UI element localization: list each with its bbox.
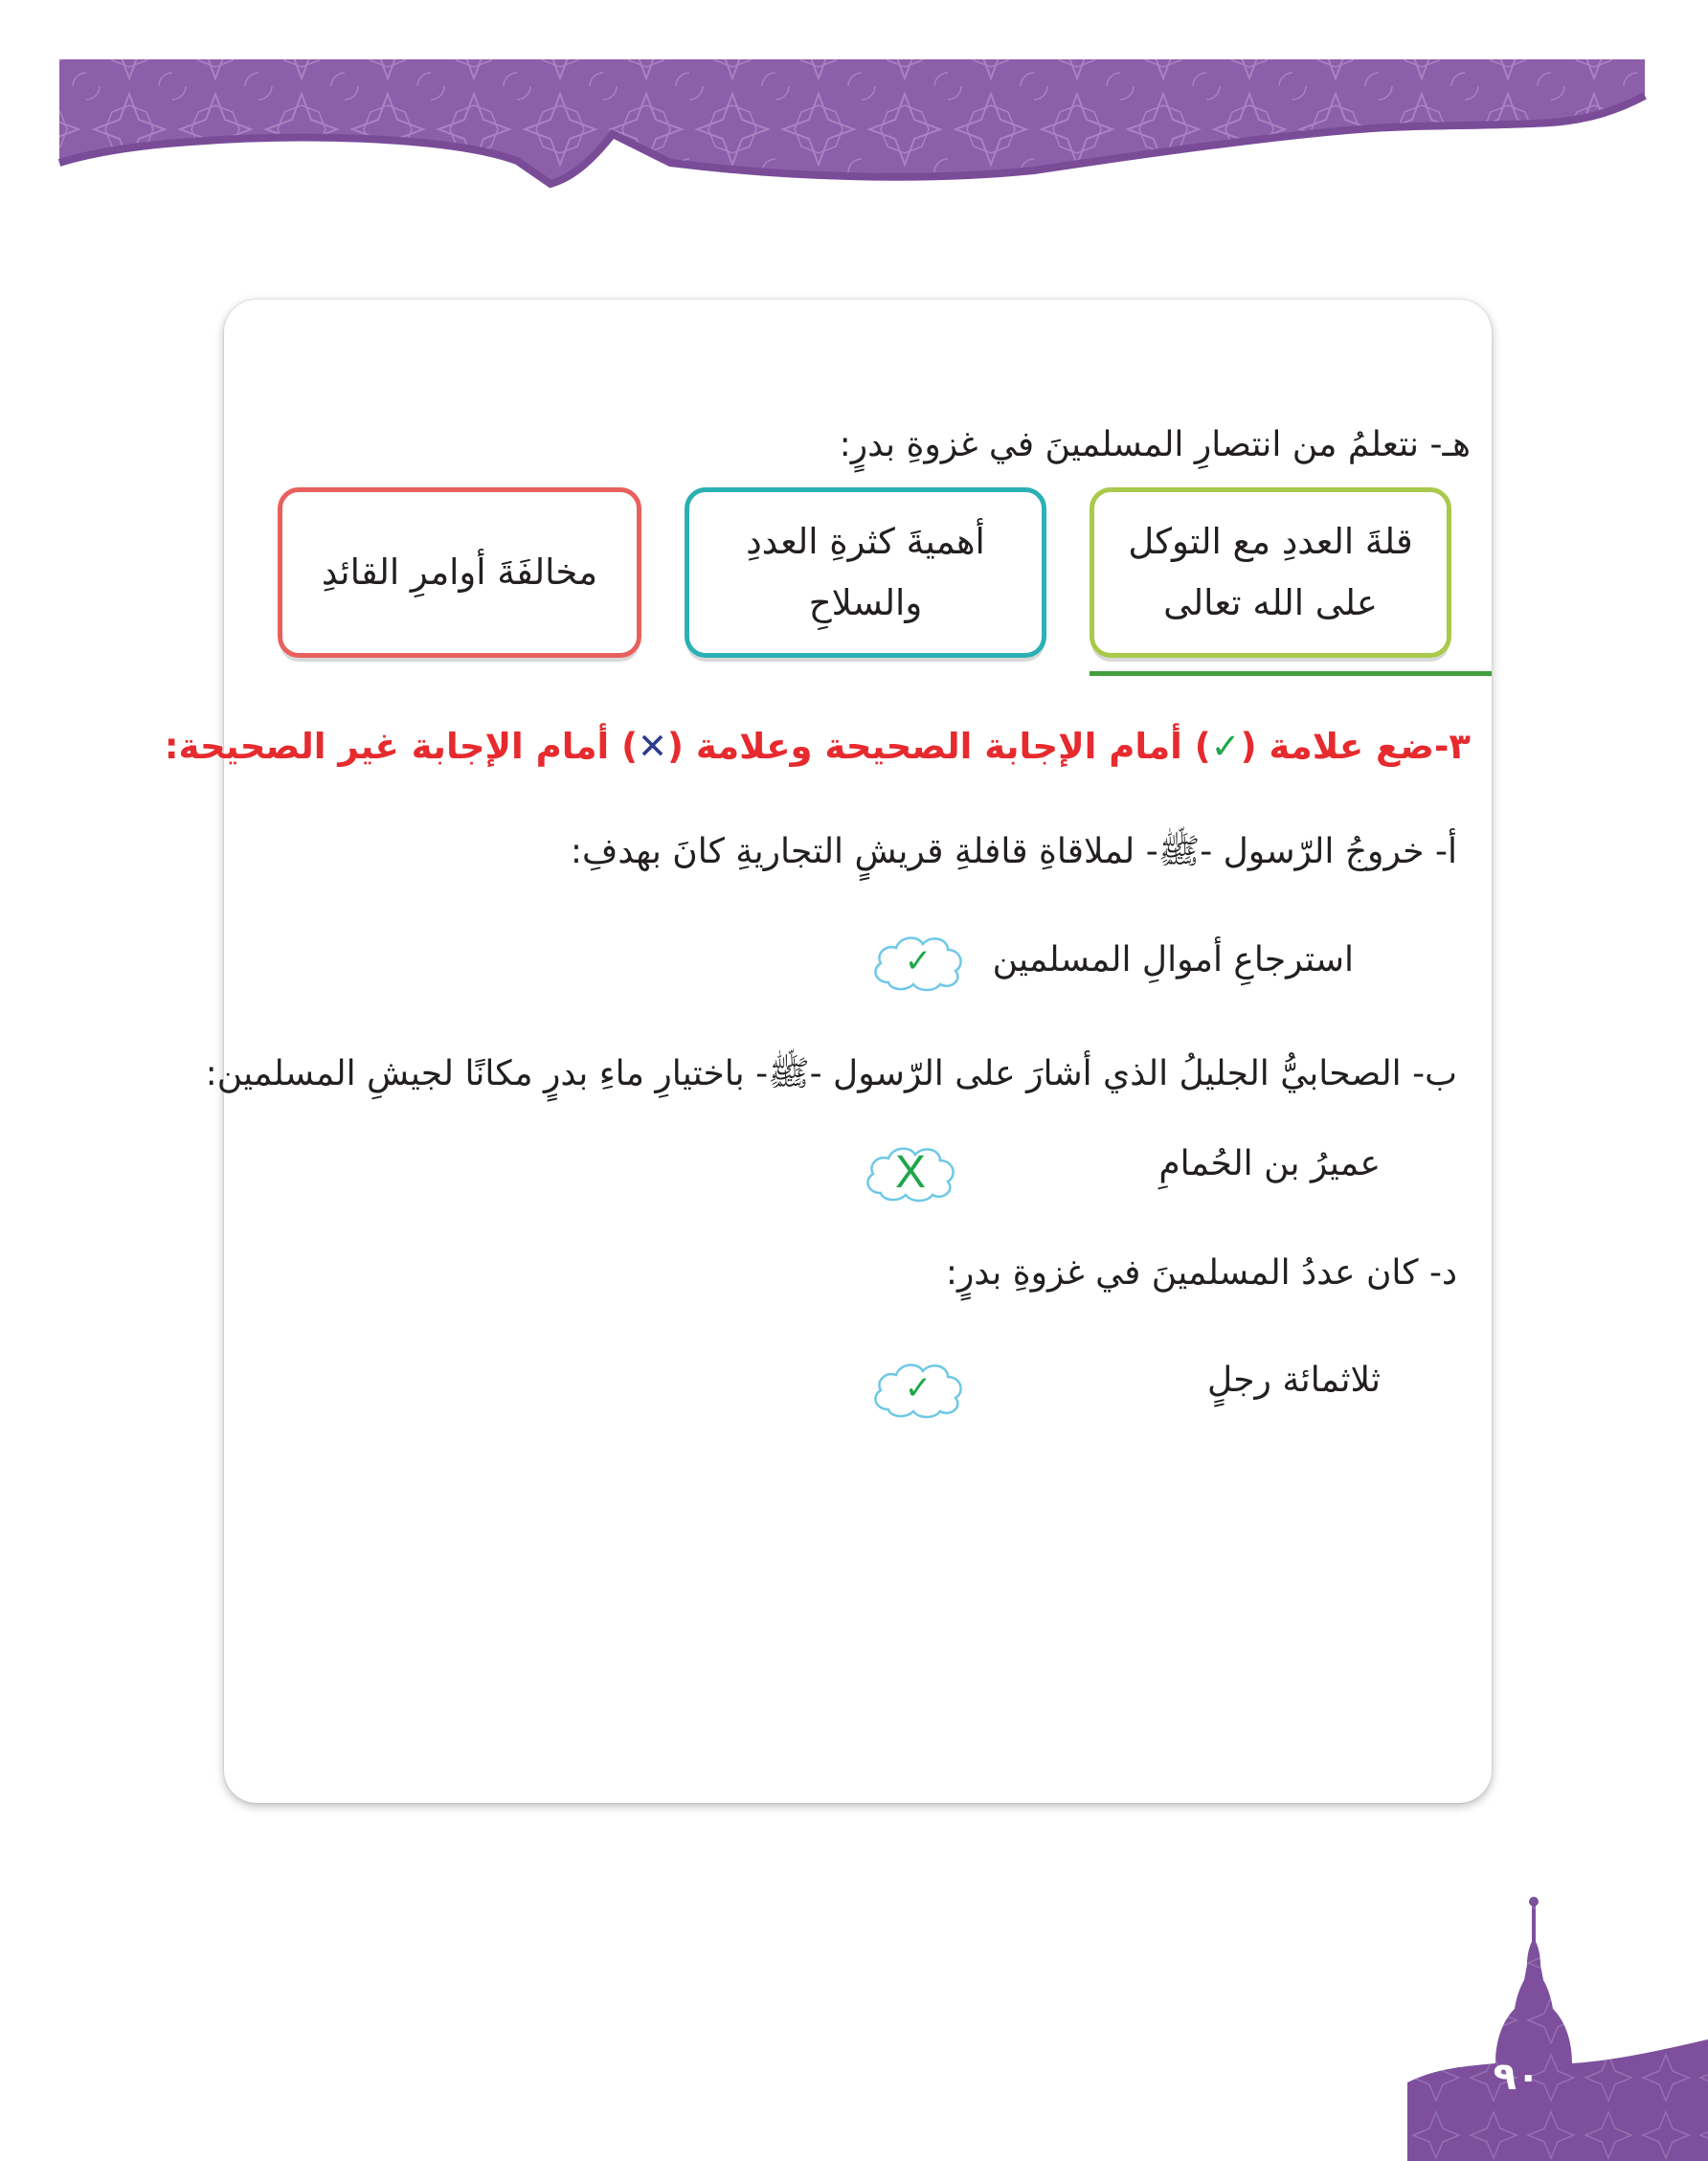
section-h-intro: هـ- نتعلمُ من انتصارِ المسلمينَ في غزوةِ بدرٍ: xyxy=(839,425,1471,464)
check-mark-icon: ✓ xyxy=(904,1369,933,1407)
question-b-text: ب- الصحابيُّ الجليلُ الذي أشارَ على الرّسول -ﷺ- باختيارِ ماءِ بدرٍ مكانًا لجيشِ المسلمين: xyxy=(205,1054,1457,1093)
answer-a-mark-cloud[interactable] xyxy=(867,927,969,996)
footer-dome-decoration xyxy=(1407,1877,1708,2161)
option-text: مخالفَةَ أوامرِ القائدِ xyxy=(321,552,598,593)
answer-b-text: عميرُ بن الحُمامِ xyxy=(1158,1144,1381,1183)
answer-a-text: استرجاعِ أموالِ المسلمين xyxy=(992,940,1354,979)
option-text: أهميةَ كثرةِ العددِ والسلاحِ xyxy=(746,521,985,623)
answer-d-mark-cloud[interactable] xyxy=(867,1354,969,1423)
option-box-reliance-on-god[interactable] xyxy=(1090,487,1451,658)
option-box-numbers-and-weapons[interactable] xyxy=(685,487,1046,658)
header-pattern-band xyxy=(0,0,1708,211)
option-text: قلةَ العددِ مع التوكل على الله تعالى xyxy=(1128,521,1413,623)
check-mark-icon: ✓ xyxy=(904,942,933,980)
question-d-text: د- كان عددُ المسلمينَ في غزوةِ بدرٍ: xyxy=(945,1253,1457,1293)
question-a-text: أ- خروجُ الرّسول -ﷺ- لملاقاةِ قافلةِ قريشٍ التجاريةِ كانَ بهدفِ: xyxy=(570,832,1457,871)
x-mark-icon: X xyxy=(894,1146,926,1198)
question-3-heading xyxy=(165,720,1471,774)
answer-b-mark-cloud[interactable] xyxy=(860,1137,961,1206)
selected-answer-underline xyxy=(1090,671,1492,676)
heading-part-3: ) أمام الإجابة غير الصحيحة: xyxy=(164,726,639,767)
heading-part-1: ٣-ضع علامة ( xyxy=(1240,726,1471,767)
heading-part-2: ) أمام الإجابة الصحيحة وعلامة ( xyxy=(667,726,1211,767)
cross-mark-icon: ✕ xyxy=(638,726,668,767)
answer-d-text: ثلاثمائة رجلٍ xyxy=(1207,1361,1381,1400)
check-mark-icon: ✓ xyxy=(1210,726,1241,767)
option-box-disobeying-leader[interactable] xyxy=(278,487,641,658)
page-number: ٩٠ xyxy=(1493,2055,1540,2099)
